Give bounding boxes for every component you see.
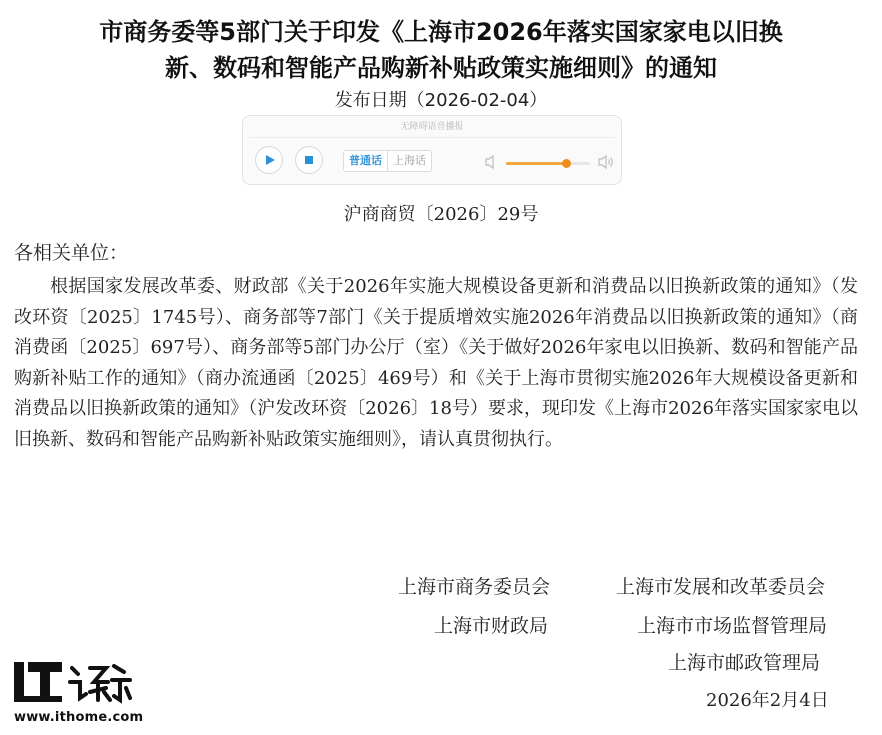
document-number: 沪商商贸〔2026〕29号 — [343, 204, 539, 225]
notice-title-line-2: 新、数码和智能产品购新补贴政策实施细则》的通知 — [165, 54, 717, 82]
signer-finance-bureau: 上海市财政局 — [434, 615, 549, 637]
play-button[interactable] — [255, 146, 283, 174]
volume-high-icon[interactable] — [597, 154, 615, 170]
audio-player-caption: 无障碍语音播报 — [400, 122, 464, 132]
audio-player — [242, 115, 622, 185]
addressee: 各相关单位： — [14, 242, 129, 264]
notice-title — [0, 14, 882, 86]
volume-low-icon[interactable] — [484, 154, 498, 170]
stop-icon — [296, 147, 322, 173]
play-icon — [256, 147, 282, 173]
notice-body: 根据国家发展改革委、财政部《关于2026年实施大规模设备更新和消费品以旧换新政策的通知》（发改环资〔2025〕1745号）、商务部等7部门《关于提质增效实施2026年消费品以旧换新政策的通知》（商消费函〔2025〕697号）、商务部等5部门办公厅（室）《关于做好2026年家电以旧换新、数码和智能产品购新补贴工作的通知》（商办流通函〔2025〕469号）和《关于上海市贯彻实施2026年大规模设备更新和消费品以旧换新政策的通知》（沪发改环资〔2026〕18号）要求，现印发《上海市2026年落实国家家电以旧换新、数码和智能产品购新补贴政策实施细则》，请认真贯彻执行。 — [14, 276, 858, 450]
signer-market-regulation-bureau: 上海市市场监督管理局 — [637, 615, 828, 637]
signer-development-reform-commission: 上海市发展和改革委员会 — [616, 576, 826, 598]
signer-commerce-commission: 上海市商务委员会 — [398, 576, 551, 598]
language-switch — [343, 150, 432, 172]
signer-postal-bureau: 上海市邮政管理局 — [668, 652, 821, 674]
audio-player-divider — [249, 137, 615, 138]
language-tab-shanghainese[interactable]: 上海话 — [393, 154, 426, 167]
stop-button[interactable] — [295, 146, 323, 174]
sign-date: 2026年2月4日 — [706, 690, 829, 711]
notice-title-line-1: 市商务委等5部门关于印发《上海市2026年落实国家家电以旧换 — [99, 18, 783, 46]
volume-slider-knob[interactable] — [562, 159, 571, 168]
language-tab-mandarin[interactable]: 普通话 — [344, 151, 388, 171]
publish-date: 发布日期（2026-02-04） — [334, 90, 548, 111]
volume-slider-fill — [506, 162, 566, 165]
ithome-url: www.ithome.com — [14, 710, 144, 725]
volume-slider[interactable] — [506, 162, 590, 165]
